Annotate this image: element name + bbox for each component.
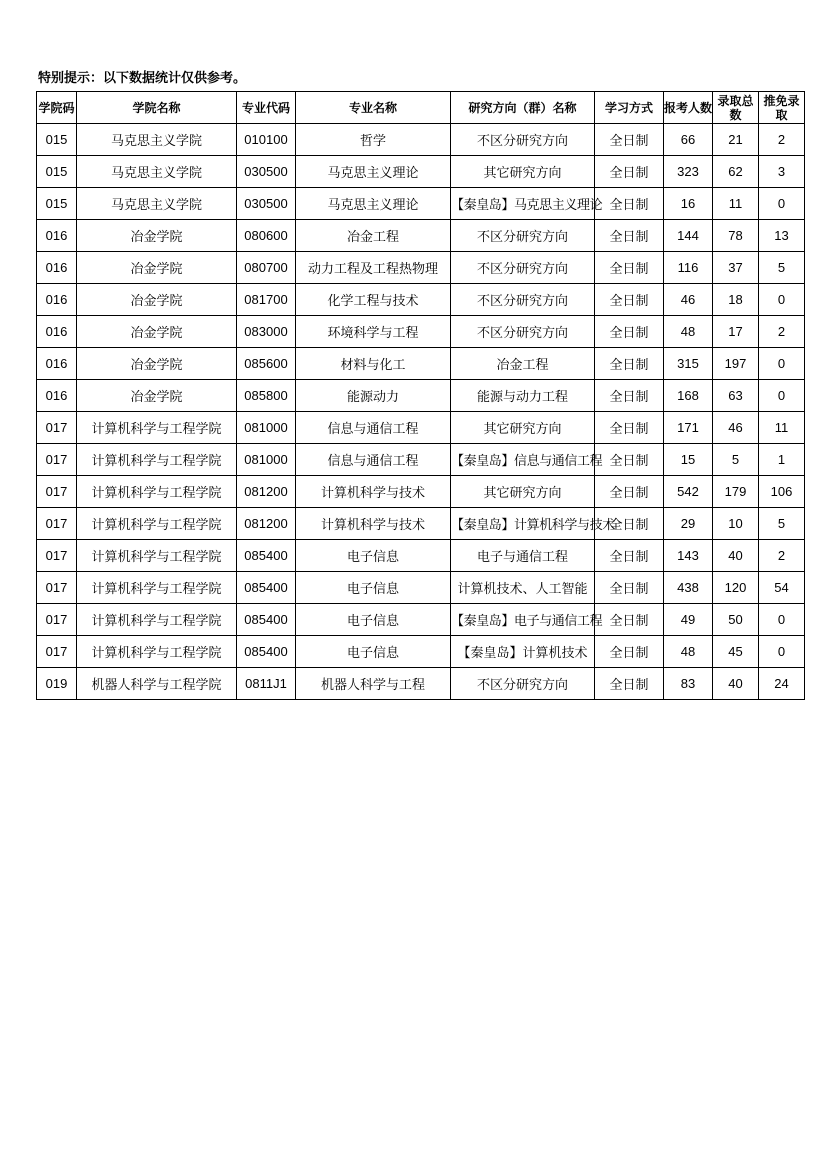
cell-major-name: 信息与通信工程 xyxy=(296,412,451,444)
cell-direction: 电子与通信工程 xyxy=(451,540,595,572)
cell-major-code: 085400 xyxy=(237,636,296,668)
cell-college-code: 015 xyxy=(37,124,77,156)
cell-major-name: 冶金工程 xyxy=(296,220,451,252)
cell-admitted: 18 xyxy=(713,284,759,316)
cell-direction: 冶金工程 xyxy=(451,348,595,380)
cell-major-code: 085400 xyxy=(237,572,296,604)
cell-study-mode: 全日制 xyxy=(595,476,664,508)
cell-direction: 不区分研究方向 xyxy=(451,252,595,284)
cell-college-code: 016 xyxy=(37,284,77,316)
cell-applicants: 29 xyxy=(664,508,713,540)
cell-exempt: 106 xyxy=(759,476,805,508)
cell-admitted: 78 xyxy=(713,220,759,252)
cell-college-name: 计算机科学与工程学院 xyxy=(77,636,237,668)
cell-college-name: 冶金学院 xyxy=(77,380,237,412)
cell-college-code: 017 xyxy=(37,508,77,540)
cell-direction: 【秦皇岛】电子与通信工程 xyxy=(451,604,595,636)
cell-admitted: 62 xyxy=(713,156,759,188)
cell-admitted: 17 xyxy=(713,316,759,348)
header-admitted: 录取总数 xyxy=(713,92,759,124)
cell-college-code: 017 xyxy=(37,476,77,508)
cell-college-name: 机器人科学与工程学院 xyxy=(77,668,237,700)
cell-major-name: 信息与通信工程 xyxy=(296,444,451,476)
cell-major-name: 环境科学与工程 xyxy=(296,316,451,348)
cell-major-name: 电子信息 xyxy=(296,636,451,668)
cell-major-name: 机器人科学与工程 xyxy=(296,668,451,700)
cell-college-name: 冶金学院 xyxy=(77,220,237,252)
cell-admitted: 10 xyxy=(713,508,759,540)
header-direction: 研究方向（群）名称 xyxy=(451,92,595,124)
cell-admitted: 40 xyxy=(713,668,759,700)
cell-college-name: 计算机科学与工程学院 xyxy=(77,444,237,476)
cell-major-name: 马克思主义理论 xyxy=(296,156,451,188)
table-row xyxy=(37,476,805,508)
cell-direction: 【秦皇岛】信息与通信工程 xyxy=(451,444,595,476)
cell-study-mode: 全日制 xyxy=(595,316,664,348)
notice-text: 特别提示：以下数据统计仅供参考。 xyxy=(38,71,247,86)
cell-college-code: 017 xyxy=(37,412,77,444)
cell-major-code: 0811J1 xyxy=(237,668,296,700)
cell-major-code: 081700 xyxy=(237,284,296,316)
cell-applicants: 168 xyxy=(664,380,713,412)
cell-major-code: 085400 xyxy=(237,604,296,636)
header-major-code: 专业代码 xyxy=(237,92,296,124)
cell-applicants: 438 xyxy=(664,572,713,604)
table-row xyxy=(37,540,805,572)
cell-major-code: 081000 xyxy=(237,412,296,444)
cell-direction: 【秦皇岛】计算机科学与技术 xyxy=(451,508,595,540)
cell-college-name: 计算机科学与工程学院 xyxy=(77,412,237,444)
cell-study-mode: 全日制 xyxy=(595,572,664,604)
cell-major-name: 计算机科学与技术 xyxy=(296,508,451,540)
cell-exempt: 0 xyxy=(759,284,805,316)
cell-college-code: 016 xyxy=(37,380,77,412)
table-row xyxy=(37,124,805,156)
cell-admitted: 45 xyxy=(713,636,759,668)
cell-applicants: 323 xyxy=(664,156,713,188)
cell-exempt: 2 xyxy=(759,316,805,348)
cell-college-name: 马克思主义学院 xyxy=(77,124,237,156)
cell-exempt: 11 xyxy=(759,412,805,444)
cell-college-code: 017 xyxy=(37,444,77,476)
cell-college-code: 016 xyxy=(37,316,77,348)
header-applicants: 报考人数 xyxy=(664,92,713,124)
cell-admitted: 120 xyxy=(713,572,759,604)
table-row xyxy=(37,572,805,604)
cell-direction: 不区分研究方向 xyxy=(451,668,595,700)
cell-exempt: 3 xyxy=(759,156,805,188)
table-row xyxy=(37,348,805,380)
cell-direction: 不区分研究方向 xyxy=(451,220,595,252)
cell-admitted: 37 xyxy=(713,252,759,284)
cell-applicants: 16 xyxy=(664,188,713,220)
header-major-name: 专业名称 xyxy=(296,92,451,124)
table-row xyxy=(37,668,805,700)
cell-college-name: 计算机科学与工程学院 xyxy=(77,476,237,508)
header-college-code: 学院码 xyxy=(37,92,77,124)
cell-admitted: 63 xyxy=(713,380,759,412)
cell-exempt: 0 xyxy=(759,604,805,636)
table-row xyxy=(37,508,805,540)
cell-college-name: 冶金学院 xyxy=(77,348,237,380)
cell-applicants: 116 xyxy=(664,252,713,284)
table-row xyxy=(37,316,805,348)
cell-exempt: 0 xyxy=(759,348,805,380)
cell-college-name: 冶金学院 xyxy=(77,316,237,348)
header-study-mode: 学习方式 xyxy=(595,92,664,124)
cell-college-code: 016 xyxy=(37,252,77,284)
cell-direction: 不区分研究方向 xyxy=(451,316,595,348)
cell-college-name: 计算机科学与工程学院 xyxy=(77,540,237,572)
cell-major-name: 化学工程与技术 xyxy=(296,284,451,316)
table-header-row xyxy=(37,92,805,124)
cell-study-mode: 全日制 xyxy=(595,412,664,444)
table-row xyxy=(37,412,805,444)
cell-direction: 能源与动力工程 xyxy=(451,380,595,412)
cell-study-mode: 全日制 xyxy=(595,604,664,636)
table-row xyxy=(37,188,805,220)
cell-direction: 不区分研究方向 xyxy=(451,124,595,156)
cell-exempt: 1 xyxy=(759,444,805,476)
cell-admitted: 40 xyxy=(713,540,759,572)
cell-study-mode: 全日制 xyxy=(595,508,664,540)
cell-exempt: 2 xyxy=(759,124,805,156)
cell-admitted: 50 xyxy=(713,604,759,636)
cell-applicants: 49 xyxy=(664,604,713,636)
cell-admitted: 46 xyxy=(713,412,759,444)
cell-college-code: 015 xyxy=(37,156,77,188)
cell-applicants: 48 xyxy=(664,316,713,348)
cell-major-code: 081000 xyxy=(237,444,296,476)
cell-major-name: 电子信息 xyxy=(296,540,451,572)
cell-major-name: 哲学 xyxy=(296,124,451,156)
cell-college-name: 计算机科学与工程学院 xyxy=(77,604,237,636)
cell-college-name: 马克思主义学院 xyxy=(77,156,237,188)
cell-admitted: 197 xyxy=(713,348,759,380)
cell-major-code: 085800 xyxy=(237,380,296,412)
cell-major-name: 计算机科学与技术 xyxy=(296,476,451,508)
cell-applicants: 144 xyxy=(664,220,713,252)
cell-exempt: 5 xyxy=(759,508,805,540)
cell-college-name: 计算机科学与工程学院 xyxy=(77,508,237,540)
cell-applicants: 83 xyxy=(664,668,713,700)
table-row xyxy=(37,380,805,412)
cell-exempt: 24 xyxy=(759,668,805,700)
cell-major-name: 材料与化工 xyxy=(296,348,451,380)
table-row xyxy=(37,156,805,188)
cell-exempt: 0 xyxy=(759,380,805,412)
cell-exempt: 0 xyxy=(759,636,805,668)
cell-major-code: 085600 xyxy=(237,348,296,380)
header-exempt: 推免录取 xyxy=(759,92,805,124)
cell-college-name: 计算机科学与工程学院 xyxy=(77,572,237,604)
cell-exempt: 13 xyxy=(759,220,805,252)
cell-admitted: 179 xyxy=(713,476,759,508)
cell-direction: 【秦皇岛】计算机技术 xyxy=(451,636,595,668)
cell-study-mode: 全日制 xyxy=(595,284,664,316)
cell-study-mode: 全日制 xyxy=(595,636,664,668)
cell-college-code: 017 xyxy=(37,636,77,668)
cell-applicants: 171 xyxy=(664,412,713,444)
cell-major-code: 030500 xyxy=(237,156,296,188)
cell-college-code: 017 xyxy=(37,540,77,572)
cell-direction: 其它研究方向 xyxy=(451,476,595,508)
cell-college-code: 017 xyxy=(37,572,77,604)
cell-college-name: 冶金学院 xyxy=(77,284,237,316)
cell-major-code: 085400 xyxy=(237,540,296,572)
cell-applicants: 66 xyxy=(664,124,713,156)
cell-study-mode: 全日制 xyxy=(595,220,664,252)
cell-exempt: 5 xyxy=(759,252,805,284)
cell-study-mode: 全日制 xyxy=(595,348,664,380)
cell-study-mode: 全日制 xyxy=(595,380,664,412)
cell-study-mode: 全日制 xyxy=(595,668,664,700)
cell-admitted: 11 xyxy=(713,188,759,220)
cell-study-mode: 全日制 xyxy=(595,188,664,220)
cell-major-code: 081200 xyxy=(237,508,296,540)
cell-study-mode: 全日制 xyxy=(595,540,664,572)
cell-study-mode: 全日制 xyxy=(595,156,664,188)
cell-college-code: 016 xyxy=(37,220,77,252)
table-row xyxy=(37,220,805,252)
cell-college-code: 016 xyxy=(37,348,77,380)
header-college-name: 学院名称 xyxy=(77,92,237,124)
cell-direction: 计算机技术、人工智能 xyxy=(451,572,595,604)
cell-admitted: 21 xyxy=(713,124,759,156)
cell-major-name: 马克思主义理论 xyxy=(296,188,451,220)
cell-exempt: 0 xyxy=(759,188,805,220)
cell-college-code: 019 xyxy=(37,668,77,700)
cell-applicants: 542 xyxy=(664,476,713,508)
cell-applicants: 46 xyxy=(664,284,713,316)
table-row xyxy=(37,284,805,316)
cell-major-code: 080700 xyxy=(237,252,296,284)
cell-study-mode: 全日制 xyxy=(595,124,664,156)
admission-stats-table xyxy=(36,91,805,700)
table-row xyxy=(37,252,805,284)
cell-major-name: 动力工程及工程热物理 xyxy=(296,252,451,284)
cell-study-mode: 全日制 xyxy=(595,444,664,476)
cell-direction: 其它研究方向 xyxy=(451,156,595,188)
cell-applicants: 15 xyxy=(664,444,713,476)
cell-applicants: 143 xyxy=(664,540,713,572)
cell-admitted: 5 xyxy=(713,444,759,476)
cell-major-code: 030500 xyxy=(237,188,296,220)
cell-major-name: 电子信息 xyxy=(296,572,451,604)
table-row xyxy=(37,604,805,636)
cell-major-name: 能源动力 xyxy=(296,380,451,412)
table-row xyxy=(37,636,805,668)
cell-major-name: 电子信息 xyxy=(296,604,451,636)
cell-exempt: 54 xyxy=(759,572,805,604)
cell-college-code: 015 xyxy=(37,188,77,220)
cell-college-name: 马克思主义学院 xyxy=(77,188,237,220)
table-body xyxy=(37,124,805,700)
cell-major-code: 010100 xyxy=(237,124,296,156)
cell-major-code: 081200 xyxy=(237,476,296,508)
table-row xyxy=(37,444,805,476)
cell-exempt: 2 xyxy=(759,540,805,572)
cell-applicants: 48 xyxy=(664,636,713,668)
cell-direction: 不区分研究方向 xyxy=(451,284,595,316)
cell-applicants: 315 xyxy=(664,348,713,380)
cell-college-code: 017 xyxy=(37,604,77,636)
cell-direction: 其它研究方向 xyxy=(451,412,595,444)
cell-major-code: 080600 xyxy=(237,220,296,252)
cell-college-name: 冶金学院 xyxy=(77,252,237,284)
cell-direction: 【秦皇岛】马克思主义理论 xyxy=(451,188,595,220)
cell-study-mode: 全日制 xyxy=(595,252,664,284)
cell-major-code: 083000 xyxy=(237,316,296,348)
